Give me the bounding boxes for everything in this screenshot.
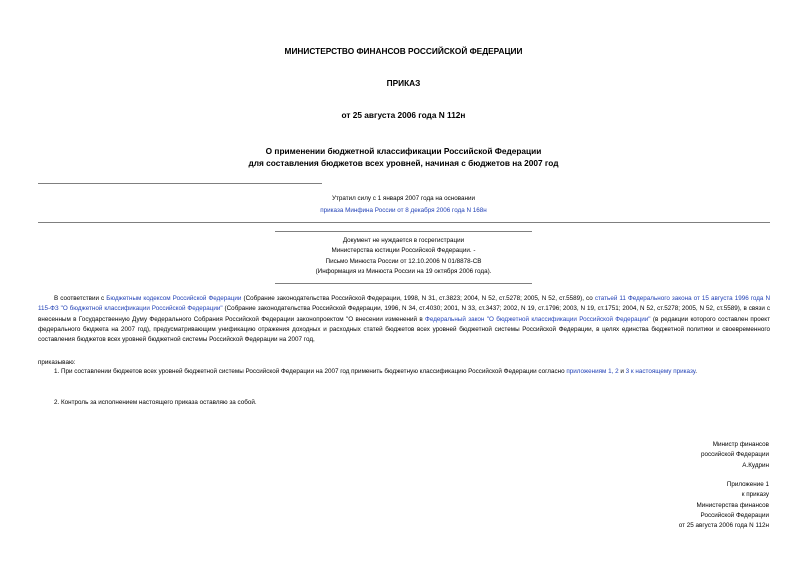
divider: [275, 283, 532, 284]
order-item-1: 1. При составлении бюджетов всех уровней бюджетной системы Российской Федерации на 2007 год применить бюджетную классификацию Российской Федерации согласно приложениям 1, 2 и 3 к настоящему приказу.: [54, 368, 698, 375]
validity-link[interactable]: приказа Минфина России от 8 декабря 2006 года N 168н: [320, 207, 487, 215]
signature-line: А.Кудрин: [742, 461, 769, 469]
signature-line: российской Федерации: [700, 451, 769, 459]
doc-type-heading: ПРИКАЗ: [386, 78, 421, 88]
preamble-paragraph: В соответствии с Бюджетным кодексом Российской Федерации (Собрание законодательства Российской Федерации, 1998, N 31, ст.3823; 2004, N 52, ст.5278; 2005, N 52, ст.5589), со статьей 11 Федерального закона от 15 августа 1996 года N 115-ФЗ "О бюджетной классификации Российской Федерации" (Собрание законодательства Российской Федерации, 1996, N 34, ст.4030; 2001, N 33, ст.3437; 2002, N 19, ст.1796; 2003, N 19, ст.1751; 2004, N 52, ст.5278; 2005, N 52, ст.5589), в связи с внесенным в Государственную Думу Федерального Собрания Российской Федерации законопроектом "О внесении изменений в Федеральный закон "О бюджетной классификации Российской Федерации" (в редакции которого составлен проект федерального бюджета на 2007 год), предусматривающим унификацию отражения доходных и расходных статей бюджетов всех уровней бюджетной системы Российской Федерации, в целях единства бюджетной политики и своевременного составления бюджетов всех уровней бюджетной системы Российской Федерации на 2007 год,: [38, 295, 771, 344]
appendix-line: Приложение 1: [726, 481, 769, 488]
federal-law-article-link[interactable]: статьей 11 Федерального закона от 15 августа 1996 года N 115-ФЗ "О бюджетной классификации Российской Федерации": [38, 295, 771, 313]
registration-line: Министерства юстиции Российской Федерации. -: [331, 247, 476, 255]
appendix-3-link[interactable]: 3 к настоящему приказу: [625, 368, 696, 375]
appendix-line: Российской Федерации: [700, 511, 769, 519]
divider: [275, 231, 532, 232]
appendix-block: [469, 480, 769, 531]
registration-line: Документ не нуждается в госрегистрации: [342, 237, 465, 244]
registration-line: Письмо Минюста России от 12.10.2006 N 01/8878-СВ: [325, 257, 482, 265]
date-number-heading: от 25 августа 2006 года N 112н: [341, 110, 466, 120]
appendix-1-2-link[interactable]: приложениям 1, 2: [566, 368, 619, 375]
order-item-2: 2. Контроль за исполнением настоящего приказа оставляю за собой.: [54, 399, 257, 406]
validity-line: Утратил силу с 1 января 2007 года на основании: [331, 195, 476, 202]
appendix-line: к приказу: [741, 491, 769, 499]
signature-block: [469, 440, 769, 471]
registration-line: (Информация из Минюста России на 19 октября 2006 года).: [315, 267, 492, 275]
validity-note: [275, 194, 532, 217]
divider: [38, 183, 322, 184]
title-line-2: для составления бюджетов всех уровней, начиная с бюджетов на 2007 год: [248, 158, 559, 168]
signature-line: Министр финансов: [712, 441, 769, 448]
appendix-line: Министерства финансов: [696, 501, 769, 509]
budget-code-link[interactable]: Бюджетным кодексом Российской Федерации: [106, 295, 242, 302]
federal-law-link[interactable]: Федеральный закон "О бюджетной классификации Российской Федерации": [425, 315, 651, 323]
registration-note: [250, 236, 557, 277]
divider: [38, 222, 770, 223]
ministry-heading: МИНИСТЕРСТВО ФИНАНСОВ РОССИЙСКОЙ ФЕДЕРАЦИИ: [284, 46, 523, 56]
title-line-1: О применении бюджетной классификации Российской Федерации: [265, 146, 542, 156]
order-word: приказываю:: [38, 359, 76, 366]
appendix-line: от 25 августа 2006 года N 112н: [678, 522, 769, 530]
